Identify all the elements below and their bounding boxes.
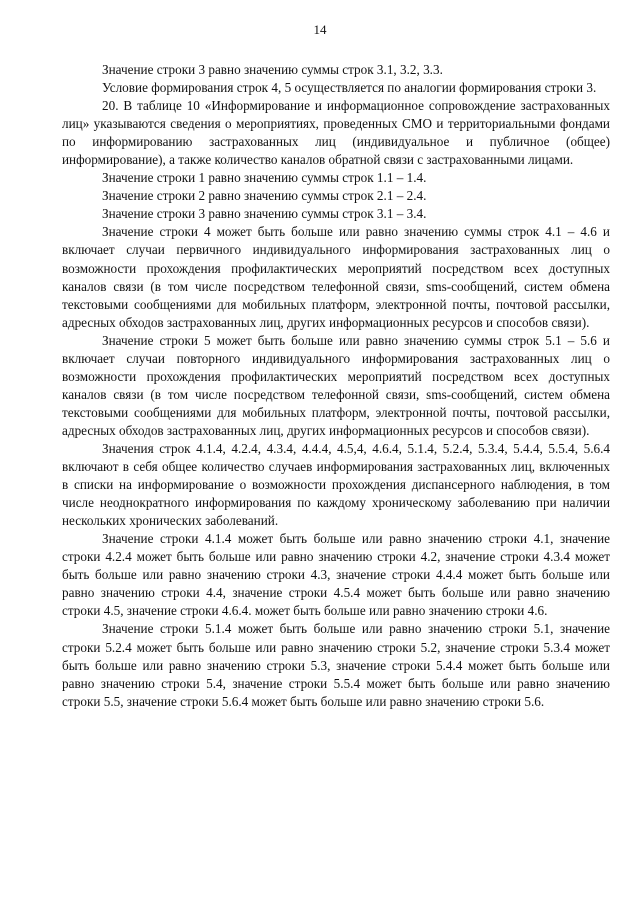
paragraph: Значение строки 1 равно значению суммы строк 1.1 – 1.4. [102, 170, 427, 186]
paragraph: Значение строки 4 может быть больше или равно значению суммы строк 4.1 – 4.6 и включает случаи первичного индивидуального информирования застрахованных лиц о возможности прохождения профилактических мероприятий посредством всех доступных каналов связи (в том числе посредством телефонной связи, sms-сообщений, систем обмена текстовыми сообщениями для мобильных платформ, электронной почты, почтовой рассылки, адресных обходов застрахованных лиц, других информационных ресурсов и способов связи). [62, 224, 610, 330]
paragraph: Условие формирования строк 4, 5 осуществляется по аналогии формирования строки 3. [102, 80, 597, 96]
paragraph: 20. В таблице 10 «Информирование и информационное сопровождение застрахованных лиц» указываются сведения о мероприятиях, проведенных СМО и территориальными фондами по информированию застрахованных лиц (индивидуальное и публичное (общее) информирование), а также количество каналов обратной связи с застрахованными лицами. [62, 98, 610, 168]
paragraph: Значения строк 4.1.4, 4.2.4, 4.3.4, 4.4.4, 4.5,4, 4.6.4, 5.1.4, 5.2.4, 5.3.4, 5.4.4, 5.5.4, 5.6.4 включают в себя общее количество случаев информирования застрахованных лиц, включенных в списки на информирование о возможности прохождения диспансерного наблюдения, в том числе неоднократного информирования по каждому хроническому заболеванию при наличии нескольких хронических заболеваний. [62, 440, 610, 529]
document-body [62, 61, 610, 711]
paragraph: Значение строки 3 равно значению суммы строк 3.1 – 3.4. [102, 206, 427, 222]
page-number: 14 [313, 22, 327, 37]
paragraph: Значение строки 5 может быть больше или равно значению суммы строк 5.1 – 5.6 и включает случаи повторного индивидуального информирования застрахованных лиц о возможности прохождения профилактических мероприятий посредством всех доступных каналов связи (в том числе посредством телефонной связи, sms-сообщений, систем обмена текстовыми сообщениями для мобильных платформ, электронной почты, почтовой рассылки, адресных обходов застрахованных лиц, других информационных ресурсов и способов связи). [62, 332, 610, 438]
paragraph: Значение строки 4.1.4 может быть больше или равно значению строки 4.1, значение строки 4.2.4 может быть больше или равно значению строки 4.2, значение строки 4.3.4 может быть больше или равно значению строки 4.3, значение строки 4.4.4 может быть больше или равно значению строки 4.4, значение строки 4.5.4 может быть больше или равно значению строки 4.5, значение строки 4.6.4. может быть больше или равно значению строки 4.6. [62, 531, 610, 619]
paragraph: Значение строки 2 равно значению суммы строк 2.1 – 2.4. [102, 188, 427, 204]
paragraph: Значение строки 5.1.4 может быть больше или равно значению строки 5.1, значение строки 5.2.4 может быть больше или равно значению строки 5.2, значение строки 5.3.4 может быть больше или равно значению строки 5.3, значение строки 5.4.4 может быть больше или равно значению строки 5.4, значение строки 5.5.4 может быть больше или равно значению строки 5.5, значение строки 5.6.4 может быть больше или равно значению строки 5.6. [62, 621, 610, 709]
paragraph: Значение строки 3 равно значению суммы строк 3.1, 3.2, 3.3. [102, 62, 443, 77]
